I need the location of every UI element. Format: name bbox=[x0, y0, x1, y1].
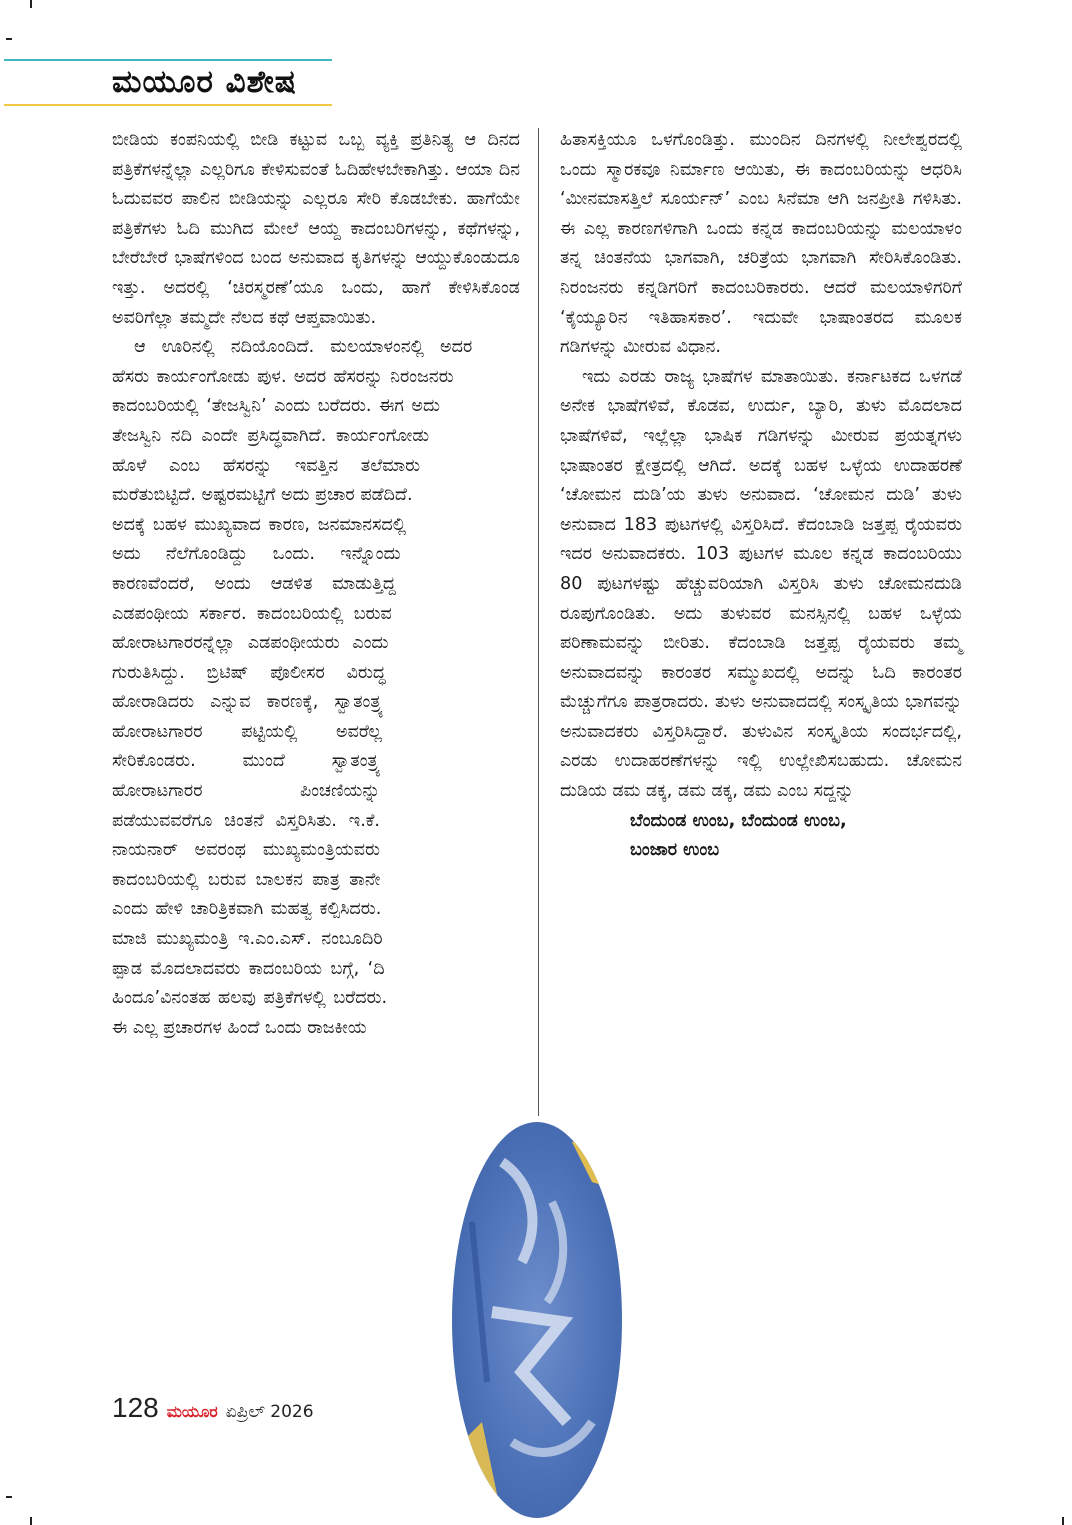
magazine-logo: ಮಯೂರ bbox=[166, 1402, 218, 1421]
column-divider bbox=[538, 128, 539, 1116]
section-title: ಮಯೂರ ವಿಶೇಷ bbox=[112, 64, 297, 100]
crop-mark-top bbox=[30, 0, 32, 8]
issue-date: ಏಪ್ರಿಲ್ 2026 bbox=[225, 1402, 314, 1422]
header-rule-bottom bbox=[4, 104, 332, 106]
left-paragraph-2 bbox=[112, 333, 520, 1043]
right-column bbox=[560, 126, 962, 866]
crop-mark-bottom-right bbox=[1062, 1517, 1064, 1525]
page-footer bbox=[112, 1392, 314, 1424]
left-paragraph-1: ಬೀಡಿಯ ಕಂಪನಿಯಲ್ಲಿ ಬೀಡಿ ಕಟ್ಟುವ ಒಬ್ಬ ವ್ಯಕ್ತಿ ಪ್ರತಿನಿತ್ಯ ಆ ದಿನದ ಪತ್ರಿಕೆಗಳನ್ನೆಲ್ಲಾ ಎಲ್ಲರಿಗೂ ಕೇಳಿಸುವಂತೆ ಓದಿಹೇಳಬೇಕಾಗಿತ್ತು. ಆಯಾ ದಿನ ಓದುವವರ ಪಾಲಿನ ಬೀಡಿಯನ್ನು ಎಲ್ಲರೂ ಸೇರಿ ಕೊಡಬೇಕು. ಹಾಗೆಯೇ ಪತ್ರಿಕೆಗಳು ಓದಿ ಮುಗಿದ ಮೇಲೆ ಆಯ್ದ ಕಾದಂಬರಿಗಳನ್ನು, ಕಥೆಗಳನ್ನು, ಬೇರೆಬೇರೆ ಭಾಷೆಗಳಿಂದ ಬಂದ ಅನುವಾದ ಕೃತಿಗಳನ್ನು ಆಯ್ದುಕೊಂಡುದೂ ಇತ್ತು. ಅದರಲ್ಲಿ ‘ಚಿರಸ್ಮರಣೆ’ಯೂ ಒಂದು, ಹಾಗೆ ಕೇಳಿಸಿಕೊಂಡ ಅವರಿಗೆಲ್ಲಾ ತಮ್ಮದೇ ನೆಲದ ಕಥೆ ಆಪ್ತವಾಯಿತು. bbox=[112, 130, 520, 328]
crop-mark-bottom-left bbox=[6, 1496, 12, 1498]
page-number: 128 bbox=[112, 1392, 159, 1423]
header-rule-top bbox=[4, 59, 332, 61]
oval-artwork-image bbox=[452, 1122, 622, 1518]
left-paragraph-2-text: ಆ ಊರಿನಲ್ಲಿ ನದಿಯೊಂದಿದೆ. ಮಲಯಾಳಂನಲ್ಲಿ ಅದರ ಹೆಸರು ಕಾರ್ಯಂಗೋಡು ಪುಳ. ಅದರ ಹೆಸರನ್ನು ನಿರಂಜನರು ಕಾದಂಬರಿಯಲ್ಲಿ ‘ತೇಜಸ್ವಿನಿ’ ಎಂದು ಬರೆದರು. ಈಗ ಅದು ತೇಜಸ್ವಿನಿ ನದಿ ಎಂದೇ ಪ್ರಸಿದ್ಧವಾಗಿದೆ. ಕಾರ್ಯಂಗೋಡು ಹೊಳೆ ಎಂಬ ಹೆಸರನ್ನು ಇವತ್ತಿನ ತಲೆಮಾರು ಮರೆತುಬಿಟ್ಟಿದೆ. ಅಷ್ಟರಮಟ್ಟಿಗೆ ಅದು ಪ್ರಚಾರ ಪಡೆದಿದೆ. ಅದಕ್ಕೆ ಬಹಳ ಮುಖ್ಯವಾದ ಕಾರಣ, ಜನಮಾನಸದಲ್ಲಿ ಅದು ನೆಲೆಗೊಂಡಿದ್ದು ಒಂದು. ಇನ್ನೊಂದು ಕಾರಣವೆಂದರೆ, ಅಂದು ಆಡಳಿತ ಮಾಡುತ್ತಿದ್ದ ಎಡಪಂಥೀಯ ಸರ್ಕಾರ. ಕಾದಂಬರಿಯಲ್ಲಿ ಬರುವ ಹೋರಾಟಗಾರರನ್ನೆಲ್ಲಾ ಎಡಪಂಥೀಯರು ಎಂದು ಗುರುತಿಸಿದ್ದು. ಬ್ರಿಟಿಷ್ ಪೊಲೀಸರ ವಿರುದ್ಧ ಹೋರಾಡಿದರು ಎನ್ನುವ ಕಾರಣಕ್ಕೆ, ಸ್ವಾತಂತ್ರ್ಯ ಹೋರಾಟಗಾರರ ಪಟ್ಟಿಯಲ್ಲಿ ಅವರೆಲ್ಲ ಸೇರಿಕೊಂಡರು. ಮುಂದೆ ಸ್ವಾತಂತ್ರ್ಯ ಹೋರಾಟಗಾರರ ಪಿಂಚಣಿಯನ್ನು ಪಡೆಯುವವರೆಗೂ ಚಿಂತನೆ ವಿಸ್ತರಿಸಿತು. ಇ.ಕೆ. ನಾಯನಾರ್ ಅವರಂಥ ಮುಖ್ಯಮಂತ್ರಿಯವರು ಕಾದಂಬರಿಯಲ್ಲಿ ಬರುವ ಬಾಲಕನ ಪಾತ್ರ ತಾನೇ ಎಂದು ಹೇಳಿ ಚಾರಿತ್ರಿಕವಾಗಿ ಮಹತ್ವ ಕಲ್ಪಿಸಿದರು. ಮಾಜಿ ಮುಖ್ಯಮಂತ್ರಿ ಇ.ಎಂ.ಎಸ್. ನಂಬೂದಿರಿ ಪ್ಪಾಡ ಮೊದಲಾದವರು ಕಾದಂಬರಿಯ ಬಗ್ಗೆ, ‘ದಿ ಹಿಂದೂ’ವಿನಂತಹ ಹಲವು ಪತ್ರಿಕೆಗಳಲ್ಲಿ ಬರೆದರು. ಈ ಎಲ್ಲ ಪ್ರಚಾರಗಳ ಹಿಂದೆ ಒಂದು ರಾಜಕೀಯ bbox=[112, 337, 473, 1038]
right-paragraph-1: ಹಿತಾಸಕ್ತಿಯೂ ಒಳಗೊಂಡಿತ್ತು. ಮುಂದಿನ ದಿನಗಳಲ್ಲಿ ನೀಲೇಶ್ವರದಲ್ಲಿ ಒಂದು ಸ್ಮಾರಕವೂ ನಿರ್ಮಾಣ ಆಯಿತು, ಈ ಕಾದಂಬರಿಯನ್ನು ಆಧರಿಸಿ ‘ಮೀನಮಾಸತ್ತಿಲೆ ಸೂರ್ಯನ್’ ಎಂಬ ಸಿನೆಮಾ ಆಗಿ ಜನಪ್ರೀತಿ ಗಳಿಸಿತು. ಈ ಎಲ್ಲ ಕಾರಣಗಳಿಗಾಗಿ ಒಂದು ಕನ್ನಡ ಕಾದಂಬರಿಯನ್ನು ಮಲಯಾಳಂ ತನ್ನ ಚಿಂತನೆಯ ಭಾಗವಾಗಿ, ಚರಿತ್ರೆಯ ಭಾಗವಾಗಿ ಸೇರಿಸಿಕೊಂಡಿತು. ನಿರಂಜನರು ಕನ್ನಡಿಗರಿಗೆ ಕಾದಂಬರಿಕಾರರು. ಆದರೆ ಮಲಯಾಳಿಗರಿಗೆ ‘ಕೈಯ್ಯೂರಿನ ಇತಿಹಾಸಕಾರ’. ಇದುವೇ ಭಾಷಾಂತರದ ಮೂಲಕ ಗಡಿಗಳನ್ನು ಮೀರುವ ವಿಧಾನ. bbox=[560, 130, 962, 358]
verse-line-2: ಬಂಜಾರ ಉಂಬ bbox=[630, 840, 720, 861]
crop-mark-top-left bbox=[6, 38, 12, 40]
right-paragraph-2: ಇದು ಎರಡು ರಾಜ್ಯ ಭಾಷೆಗಳ ಮಾತಾಯಿತು. ಕರ್ನಾಟಕದ ಒಳಗಡೆ ಅನೇಕ ಭಾಷೆಗಳಿವೆ, ಕೊಡವ, ಉರ್ದು, ಬ್ಯಾರಿ, ತುಳು ಮೊದಲಾದ ಭಾಷೆಗಳಿವೆ, ಇಲ್ಲೆಲ್ಲಾ ಭಾಷಿಕ ಗಡಿಗಳನ್ನು ಮೀರುವ ಪ್ರಯತ್ನಗಳು ಭಾಷಾಂತರ ಕ್ಷೇತ್ರದಲ್ಲಿ ಆಗಿದೆ. ಅದಕ್ಕೆ ಬಹಳ ಒಳ್ಳೆಯ ಉದಾಹರಣೆ ‘ಚೋಮನ ದುಡಿ’ಯ ತುಳು ಅನುವಾದ. ‘ಚೋಮನ ದುಡಿ’ ತುಳು ಅನುವಾದ 183 ಪುಟಗಳಲ್ಲಿ ವಿಸ್ತರಿಸಿದೆ. ಕೆದಂಬಾಡಿ ಜತ್ತಪ್ಪ ರೈಯವರು ಇದರ ಅನುವಾದಕರು. 103 ಪುಟಗಳ ಮೂಲ ಕನ್ನಡ ಕಾದಂಬರಿಯು 80 ಪುಟಗಳಷ್ಟು ಹೆಚ್ಚುವರಿಯಾಗಿ ವಿಸ್ತರಿಸಿ ತುಳು ಚೋಮನದುಡಿ ರೂಪುಗೊಂಡಿತು. ಅದು ತುಳುವರ ಮನಸ್ಸಿನಲ್ಲಿ ಬಹಳ ಒಳ್ಳೆಯ ಪರಿಣಾಮವನ್ನು ಬೀರಿತು. ಕೆದಂಬಾಡಿ ಜತ್ತಪ್ಪ ರೈಯವರು ತಮ್ಮ ಅನುವಾದವನ್ನು ಕಾರಂತರ ಸಮ್ಮುಖದಲ್ಲಿ ಅದನ್ನು ಓದಿ ಕಾರಂತರ ಮೆಚ್ಚುಗೆಗೂ ಪಾತ್ರರಾದರು. ತುಳು ಅನುವಾದದಲ್ಲಿ ಸಂಸ್ಕೃತಿಯ ಭಾಗವನ್ನು ಅನುವಾದಕರು ವಿಸ್ತರಿಸಿದ್ದಾರೆ. ತುಳುವಿನ ಸಂಸ್ಕೃತಿಯ ಸಂದರ್ಭದಲ್ಲಿ, ಎರಡು ಉದಾಹರಣೆಗಳನ್ನು ಇಲ್ಲಿ ಉಲ್ಲೇಖಿಸಬಹುದು. ಚೋಮನ ದುಡಿಯ ಡಮ ಡಕ್ಕ, ಡಮ ಡಕ್ಕ, ಡಮ ಎಂಬ ಸದ್ದನ್ನು bbox=[560, 366, 962, 802]
artwork-strokes bbox=[452, 1122, 622, 1518]
crop-mark-bottom bbox=[30, 1517, 32, 1525]
left-column bbox=[112, 126, 520, 1323]
verse-line-1: ಬೆಂದುಂಡ ಉಂಬ, ಬೆಂದುಂಡ ಉಂಬ, bbox=[630, 810, 847, 831]
